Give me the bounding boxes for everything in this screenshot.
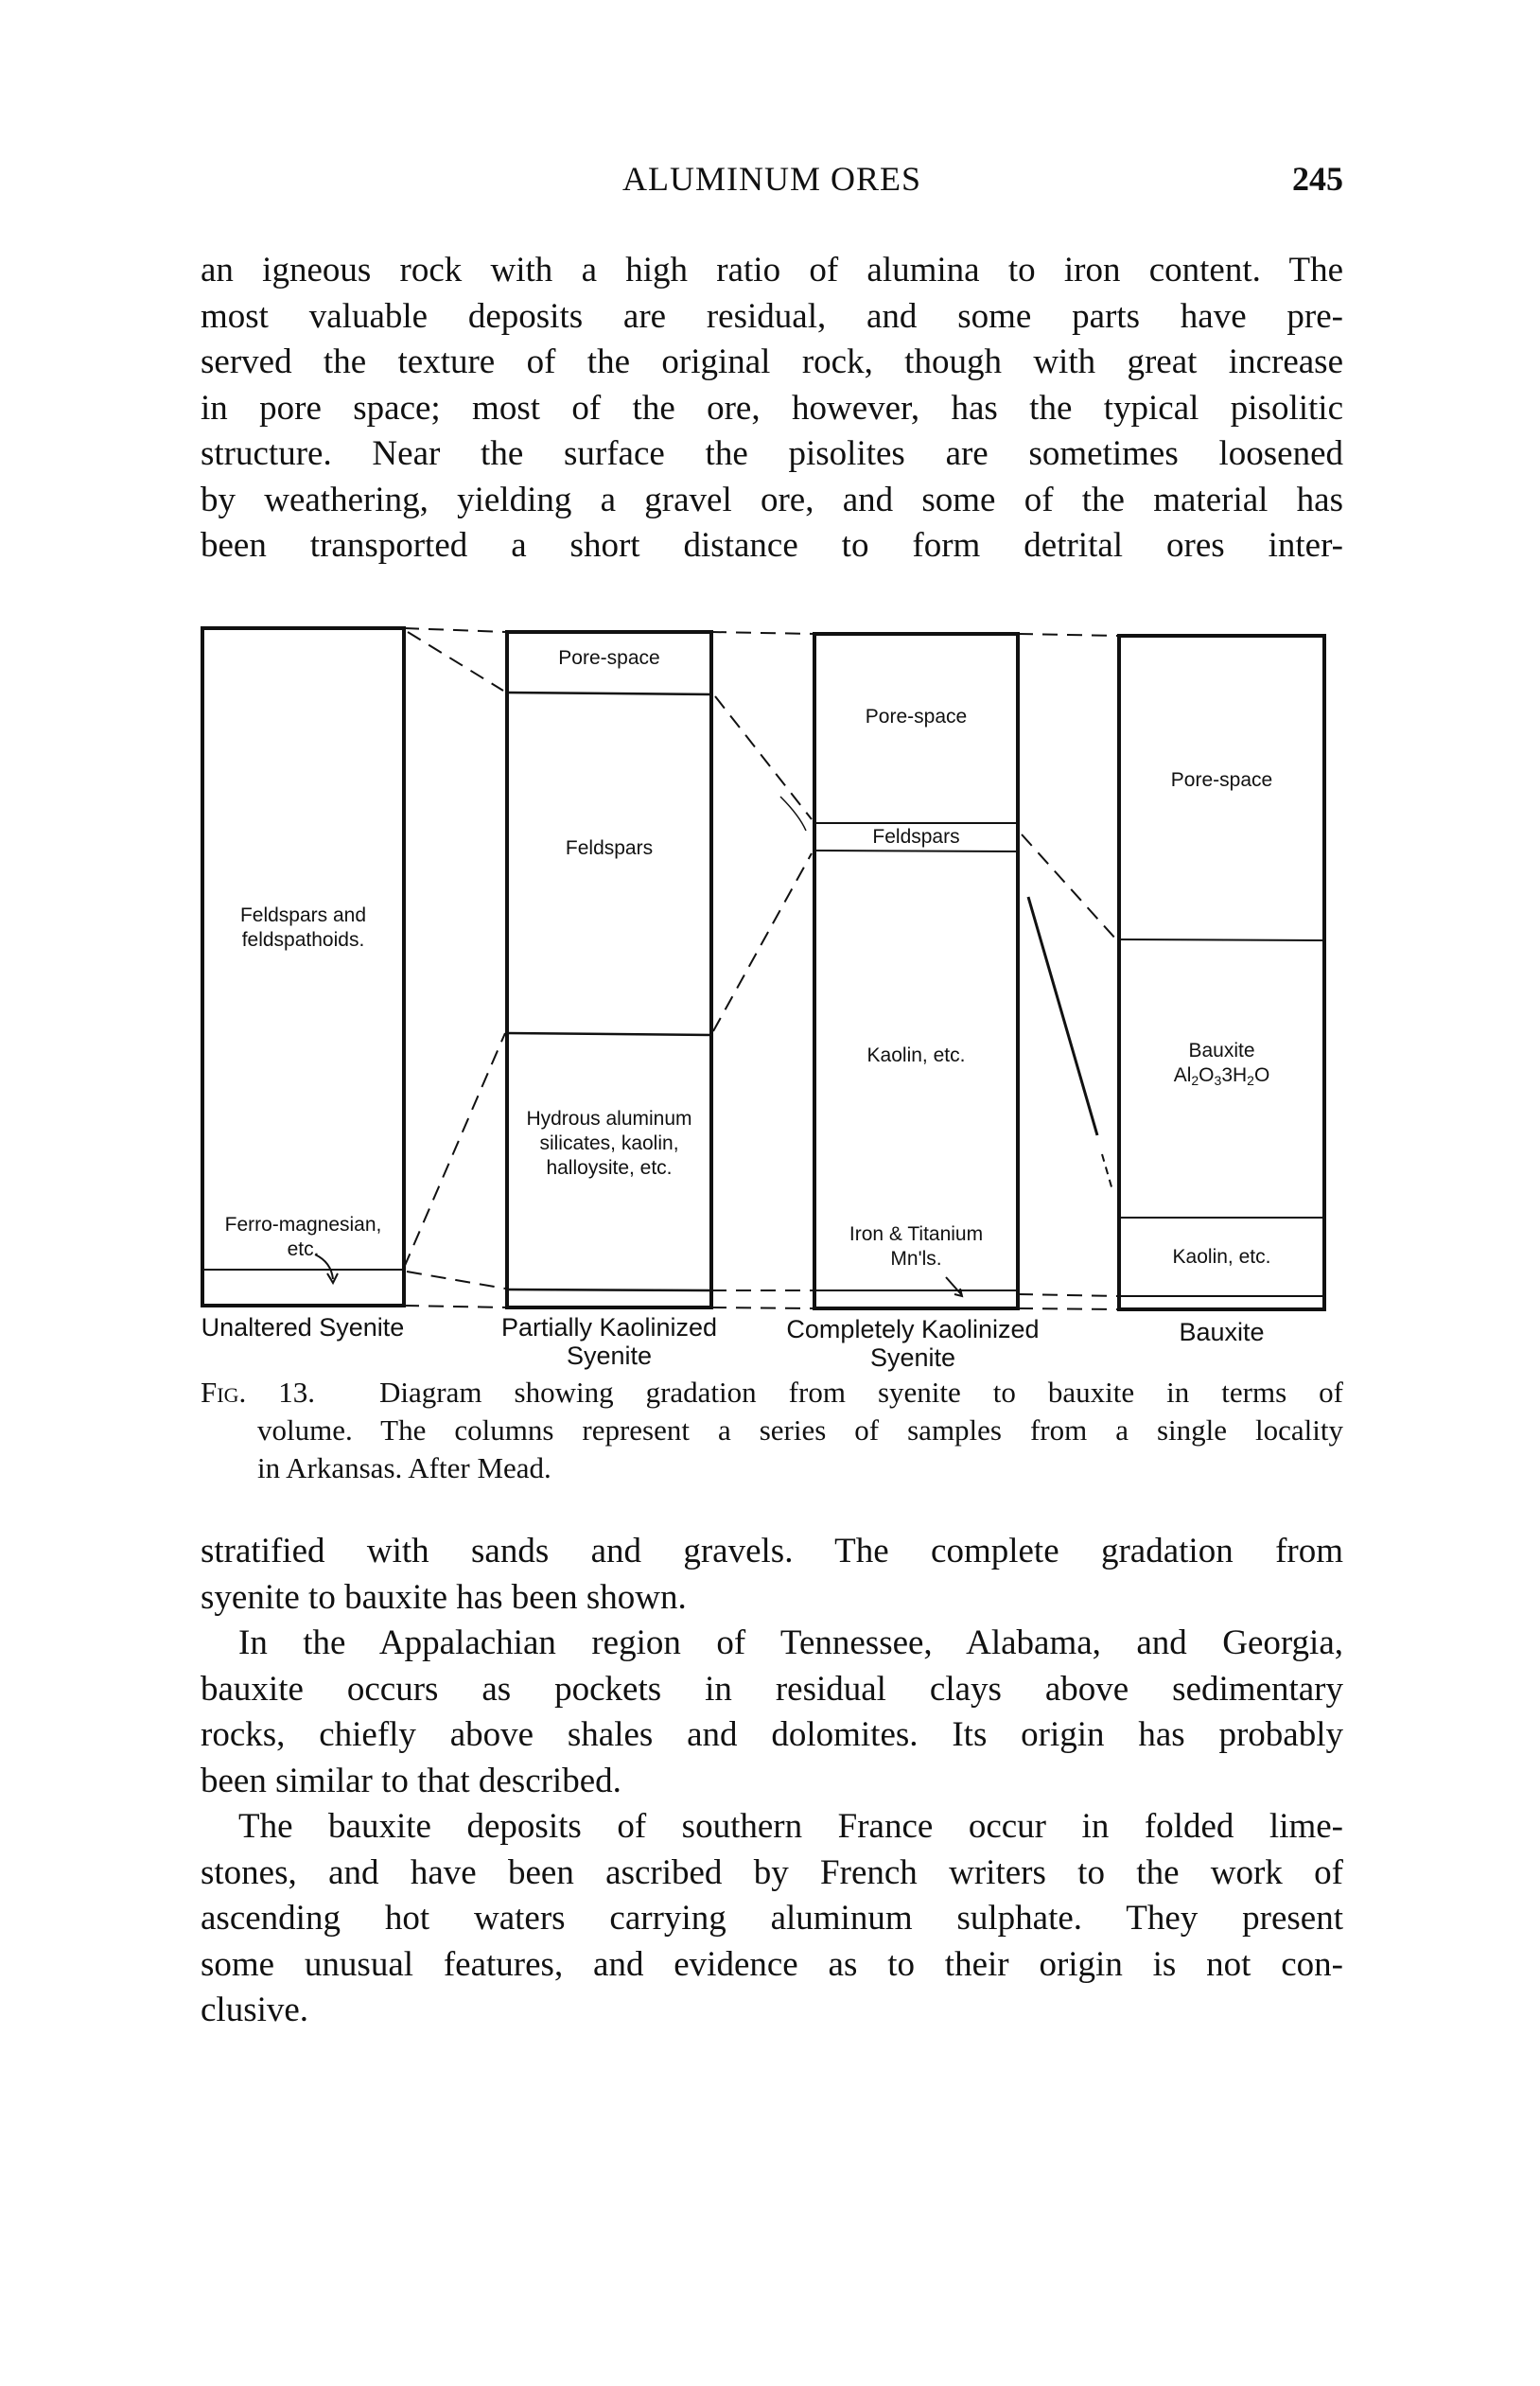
layer-label: halloysite, etc. (546, 1157, 673, 1179)
layer-pore-space: Pore-space (865, 706, 968, 728)
column-label-partially-kaolinized (477, 1313, 742, 1370)
page-number: 245 (1292, 160, 1343, 198)
layer-bauxite (1119, 1039, 1324, 1093)
top-paragraph (201, 248, 1343, 570)
caption-text: in Arkansas. After Mead. (257, 1451, 551, 1484)
text-line: some unusual features, and evidence as to their origin is not con- (201, 1944, 1343, 1984)
layer-kaolin: Kaolin, etc. (1172, 1246, 1271, 1268)
layer-iron-titanium (814, 1222, 1018, 1272)
column-label-bauxite (1119, 1318, 1324, 1346)
text-line: stratified with sands and gravels. The complete gradation from (201, 1532, 1343, 1570)
text-line: stones, and have been ascribed by French writers to the work of (201, 1852, 1343, 1892)
running-head (201, 159, 1343, 206)
layer-label: Mn'ls. (890, 1248, 942, 1270)
column-label-text: Bauxite (1179, 1318, 1265, 1346)
layer-feldspars: Feldspars (872, 826, 960, 848)
layer-label: feldspathoids. (241, 929, 365, 951)
text-line: clusive. (201, 1991, 309, 2029)
text-line: bauxite occurs as pockets in residual clays above sedimentary (201, 1669, 1343, 1709)
text-line: in pore space; most of the ore, however, has the typical pisolitic (201, 388, 1343, 428)
text-line: rocks, chiefly above shales and dolomites. Its origin has probably (201, 1715, 1343, 1754)
column-label-text: Partially Kaolinized (500, 1313, 718, 1342)
figure-label: Fig. 13. (201, 1376, 315, 1409)
running-title: ALUMINUM ORES (621, 160, 921, 198)
layer-label: Hydrous aluminum (526, 1108, 692, 1130)
column-completely-kaolinized (814, 634, 1018, 1308)
column-label-completely-kaolinized (771, 1315, 1055, 1372)
layer-label: etc. (287, 1238, 320, 1260)
text-line: served the texture of the original rock, though with great increase (201, 342, 1343, 381)
layer-label: Iron & Titanium (849, 1223, 984, 1245)
layer-hydrous-aluminum-silicates (507, 1107, 711, 1181)
text-line: In the Appalachian region of Tennessee, Alabama, and Georgia, (238, 1623, 1343, 1662)
layer-ferro-magnesian (202, 1213, 404, 1262)
bauxite-formula: $Al_2O_33H_2O$ (1173, 1064, 1270, 1088)
text-line: syenite to bauxite has been shown. (201, 1577, 687, 1617)
column-label-text: Unaltered Syenite (201, 1313, 405, 1342)
caption-text: Diagram showing gradation from syenite to bauxite in terms of (379, 1376, 1344, 1409)
layer-label: Ferro-magnesian, (224, 1214, 382, 1236)
layer-pore-space: Pore-space (1170, 769, 1273, 791)
column-label-text: Syenite (566, 1342, 653, 1370)
text-line: The bauxite deposits of southern France occur in folded lime- (238, 1807, 1343, 1846)
text-line: structure. Near the surface the pisolites are sometimes loosened (201, 434, 1343, 473)
text-line: ascending hot waters carrying aluminum sulphate. They present (201, 1899, 1343, 1938)
bottom-paragraphs (201, 1529, 1343, 2034)
column-partially-kaolinized (507, 632, 711, 1307)
layer-feldspars: Feldspars (565, 837, 654, 859)
column-label-text: Completely Kaolinized (786, 1315, 1040, 1343)
text-line: an igneous rock with a high ratio of alumina to iron content. The (201, 251, 1343, 289)
layer-pore-space: Pore-space (558, 647, 660, 669)
text-line: by weathering, yielding a gravel ore, and some of the material has (201, 480, 1343, 519)
layer-label: Bauxite (1188, 1040, 1255, 1061)
text-line: been similar to that described. (201, 1761, 621, 1800)
layer-feldspars-feldspathoids (202, 904, 404, 953)
column-unaltered (202, 628, 404, 1306)
layer-label: Feldspars and (239, 904, 367, 926)
figure-caption (201, 1374, 1343, 1487)
text-line: most valuable deposits are residual, and some parts have pre- (201, 296, 1343, 336)
layer-kaolin: Kaolin, etc. (866, 1044, 966, 1066)
column-label-unaltered (180, 1313, 426, 1342)
text-line: been transported a short distance to form detrital ores inter- (201, 526, 1343, 565)
column-label-text: Syenite (869, 1343, 956, 1372)
caption-text: volume. The columns represent a series of samples from a single locality (257, 1413, 1343, 1447)
column-bauxite (1119, 636, 1324, 1309)
layer-label: silicates, kaolin, (539, 1132, 679, 1154)
